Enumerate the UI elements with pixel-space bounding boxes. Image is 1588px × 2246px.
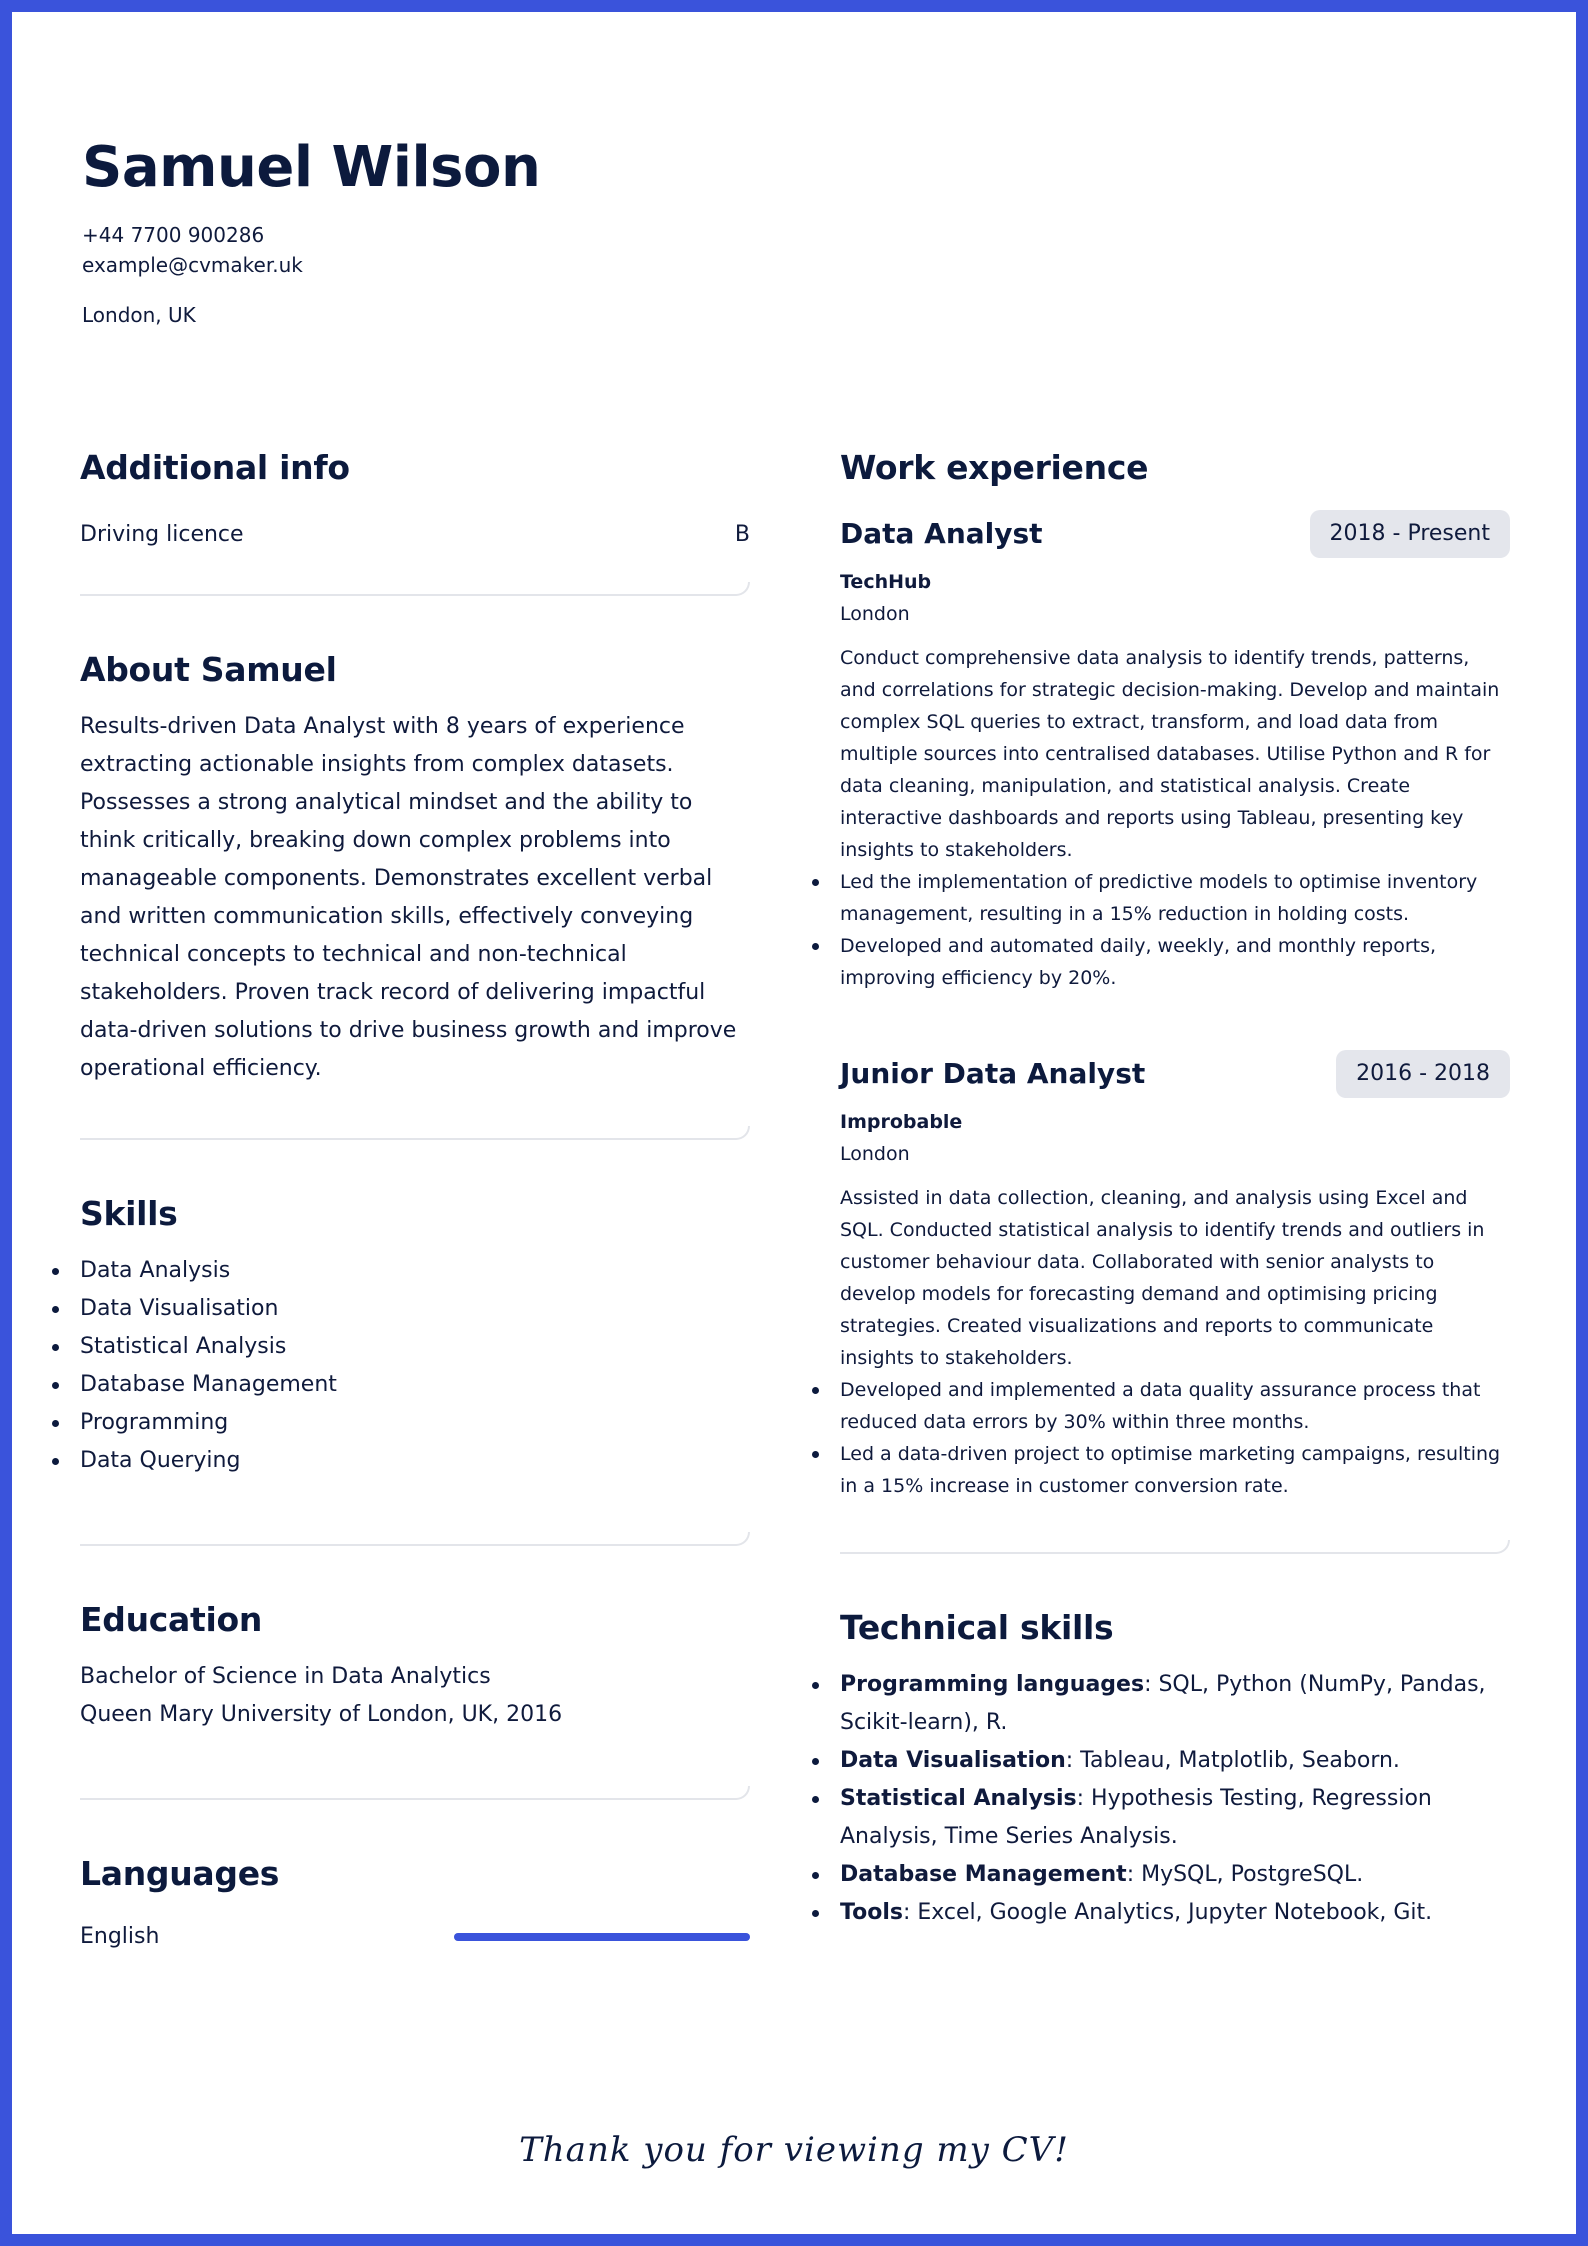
skills-section [80,1190,750,1546]
cv-header [82,132,540,330]
list-item: Developed and automated daily, weekly, and monthly reports, improving efficiency by 20%. [840,930,1510,994]
list-item: Data Analysis [80,1252,750,1290]
right-column [840,444,1510,1932]
list-item [840,1780,1510,1856]
job-achievements [840,1374,1510,1502]
technical-skills-list [840,1666,1510,1932]
education-section [80,1596,750,1800]
tech-skill-value: : Tableau, Matplotlib, Seaborn. [1065,1748,1400,1773]
section-title-additional-info: Additional info [80,448,350,487]
skills-list [80,1252,750,1480]
phone-number: +44 7700 900286 [82,223,265,247]
section-divider [80,1532,750,1546]
section-title-languages: Languages [80,1854,280,1893]
job-city: London [840,1143,910,1165]
job-header [840,1050,1510,1098]
list-item [840,1856,1510,1894]
job-entry [840,1050,1510,1502]
date-badge: 2018 - Present [1310,510,1510,558]
info-row-driving-licence [80,520,750,550]
section-divider [80,1786,750,1800]
candidate-name: Samuel Wilson [82,135,541,200]
section-title-technical-skills: Technical skills [840,1608,1114,1647]
tech-skill-label: Data Visualisation [840,1748,1066,1773]
tech-skill-label: Database Management [840,1862,1127,1887]
language-level-bar [454,1933,750,1941]
list-item: Led the implementation of predictive models to optimise inventory management, resulting in a 15% reduction in holding costs. [840,866,1510,930]
tech-skill-value: : MySQL, PostgreSQL. [1126,1862,1364,1887]
about-section [80,646,750,1140]
tech-skill-value: : Excel, Google Analytics, Jupyter Notebook, Git. [902,1900,1433,1925]
languages-section [80,1850,750,1952]
job-title: Data Analyst [840,517,1043,550]
company-name: TechHub [840,571,932,593]
info-label: Driving licence [80,522,244,547]
tech-skill-label: Statistical Analysis [840,1786,1077,1811]
location: London, UK [82,303,196,327]
list-item: Statistical Analysis [80,1328,750,1366]
section-title-education: Education [80,1600,263,1639]
tech-skill-label: Tools [840,1900,903,1925]
education-school: Queen Mary University of London, UK, 2016 [80,1702,563,1727]
section-divider [80,582,750,596]
job-header [840,510,1510,558]
tech-skill-value: : Hypothesis Testing, Regression Analysis, Time Series Analysis. [840,1786,1432,1849]
cv-page [12,12,1576,2234]
language-level-fill [454,1933,750,1941]
list-item: Data Visualisation [80,1290,750,1328]
job-title: Junior Data Analyst [840,1057,1146,1090]
list-item: Led a data-driven project to optimise marketing campaigns, resulting in a 15% increase in customer conversion rate. [840,1438,1510,1502]
technical-skills-section [840,1604,1510,1932]
job-description: Assisted in data collection, cleaning, and analysis using Excel and SQL. Conducted statistical analysis to identify trends and outliers in customer behaviour data. Collaborated with senior analysts to develop models for forecasting demand and optimising pricing strategies. Created visualizations and reports to communicate insights to stakeholders. [840,1187,1485,1369]
footer-message: Thank you for viewing my CV! [519,2130,1069,2170]
contact-details [82,220,540,330]
list-item [840,1742,1510,1780]
list-item: Database Management [80,1366,750,1404]
email-address: example@cvmaker.uk [82,253,303,277]
job-city: London [840,603,910,625]
section-divider [840,1540,1510,1554]
job-description: Conduct comprehensive data analysis to identify trends, patterns, and correlations for strategic decision-making. Develop and maintain complex SQL queries to extract, transform, and load data from multiple sources into centralised databases. Utilise Python and R for data cleaning, manipulation, and statistical analysis. Create interactive dashboards and reports using Tableau, presenting key insights to stakeholders. [840,647,1500,861]
tech-skill-value: : SQL, Python (NumPy, Pandas, Scikit-learn), R. [840,1672,1486,1735]
section-title-about: About Samuel [80,650,337,689]
section-title-skills: Skills [80,1194,178,1233]
company-name: Improbable [840,1111,963,1133]
info-value: B [734,522,750,547]
list-item [840,1666,1510,1742]
language-name: English [80,1924,160,1949]
section-divider [80,1126,750,1140]
left-column [80,444,750,1952]
list-item: Developed and implemented a data quality assurance process that reduced data errors by 30% within three months. [840,1374,1510,1438]
section-title-work: Work experience [840,448,1149,487]
list-item [840,1894,1510,1932]
language-row [80,1922,750,1952]
about-text: Results-driven Data Analyst with 8 years of experience extracting actionable insights from complex datasets. Possesses a strong analytical mindset and the ability to think critically, breaking down complex problems into manageable components. Demonstrates excellent verbal and written communication skills, effectively conveying technical concepts to technical and non-technical stakeholders. Proven track record of delivering impactful data-driven solutions to drive business growth and improve operational efficiency. [80,714,737,1081]
education-degree: Bachelor of Science in Data Analytics [80,1664,491,1689]
list-item: Programming [80,1404,750,1442]
additional-info-section [80,444,750,596]
date-badge: 2016 - 2018 [1336,1050,1510,1098]
job-achievements [840,866,1510,994]
job-entry [840,510,1510,994]
list-item: Data Querying [80,1442,750,1480]
tech-skill-label: Programming languages [840,1672,1145,1697]
